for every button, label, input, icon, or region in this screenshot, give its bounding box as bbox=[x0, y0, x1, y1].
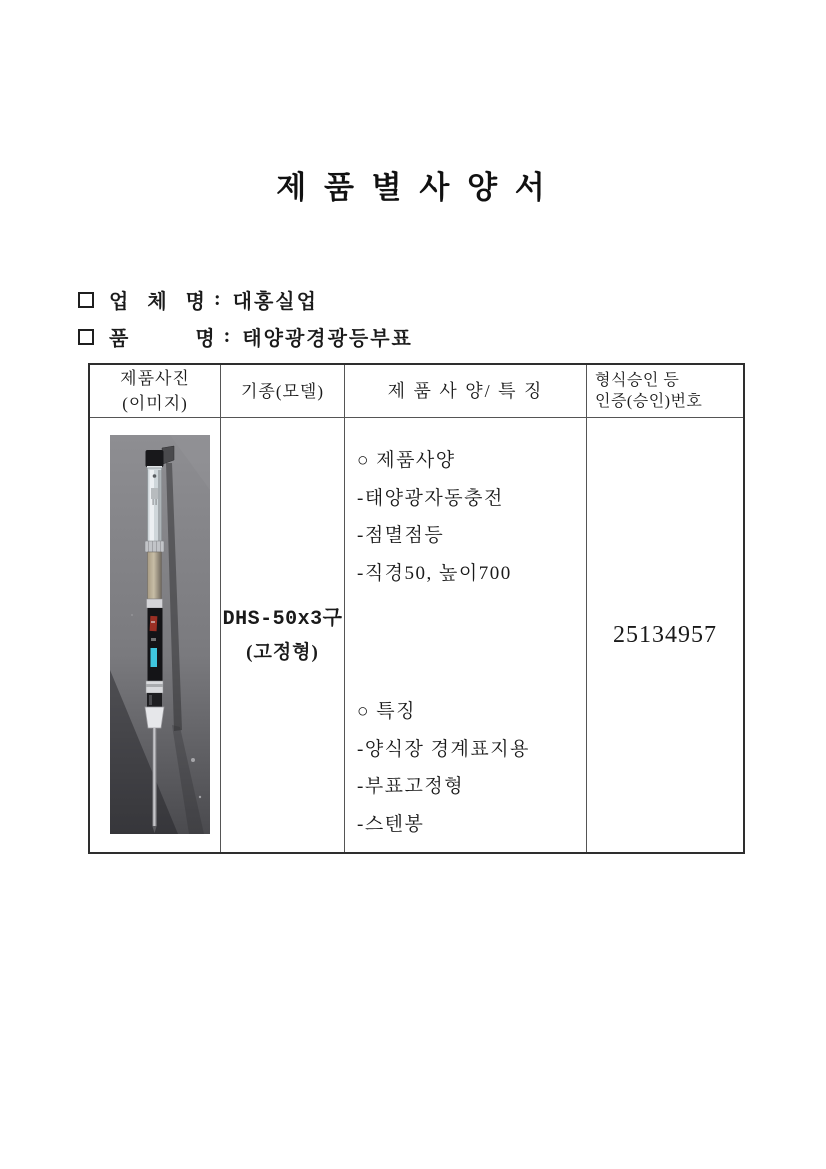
spec-line: -태양광자동충전 bbox=[357, 487, 504, 509]
header-model-label: 기종(모델) bbox=[240, 381, 324, 401]
buoy-photo-image bbox=[110, 435, 210, 834]
product-spec-table bbox=[88, 363, 745, 854]
feature-line: -부표고정형 bbox=[357, 776, 465, 797]
header-photo-line2: (이미지) bbox=[122, 394, 188, 413]
header-photo bbox=[90, 365, 221, 418]
approval-number-cell bbox=[587, 418, 743, 852]
model-type: (고정형) bbox=[246, 642, 319, 663]
spec-line: ○ 제품사양 bbox=[357, 450, 456, 471]
spec-line: -직경50, 높이700 bbox=[357, 562, 512, 584]
company-name-line bbox=[78, 281, 413, 318]
feature-list bbox=[357, 693, 582, 843]
checkbox-icon bbox=[78, 292, 94, 308]
header-model bbox=[221, 365, 345, 418]
product-name-line bbox=[78, 318, 413, 355]
feature-line: -양식장 경계표지용 bbox=[357, 738, 530, 760]
info-block bbox=[78, 281, 413, 355]
header-approval-line2: 인증(승인)번호 bbox=[595, 393, 703, 410]
colon-separator: : bbox=[213, 288, 221, 310]
spec-line: -점멸점등 bbox=[357, 525, 445, 546]
specs-cell bbox=[345, 418, 587, 852]
approval-number: 25134957 bbox=[613, 621, 717, 648]
header-specs-label: 제 품 사 양/ 특 징 bbox=[387, 380, 544, 401]
spec-list bbox=[357, 442, 582, 592]
feature-line: ○ 특징 bbox=[357, 701, 416, 722]
header-photo-line1: 제품사진 bbox=[120, 369, 190, 388]
company-name-label: 업 체 명 bbox=[109, 291, 212, 313]
product-photo bbox=[110, 435, 210, 834]
product-name-value: 태양광경광등부표 bbox=[242, 328, 413, 350]
header-specs bbox=[345, 365, 587, 418]
colon-separator: : bbox=[223, 325, 231, 347]
feature-line: -스텐봉 bbox=[357, 813, 425, 835]
product-name-label: 품 명 bbox=[109, 328, 222, 350]
model-number: DHS-50x3구 bbox=[222, 608, 343, 631]
header-approval bbox=[587, 365, 743, 418]
checkbox-icon bbox=[78, 329, 94, 345]
page-title: 제 품 별 사 양 서 bbox=[276, 170, 550, 205]
company-name-value: 대홍실업 bbox=[232, 291, 318, 313]
photo-cell bbox=[90, 418, 221, 852]
header-approval-line1: 형식승인 등 bbox=[595, 372, 680, 389]
model-cell bbox=[221, 418, 345, 852]
